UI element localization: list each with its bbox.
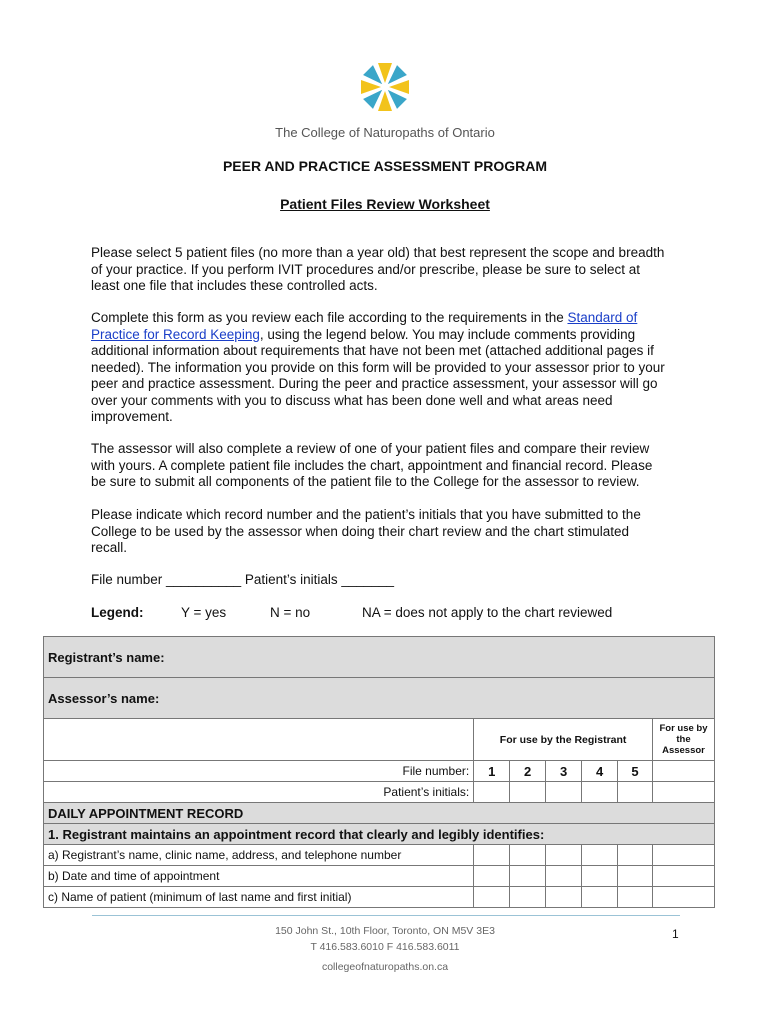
assessment-form-table <box>43 636 715 908</box>
initials-label: Patient’s initials: <box>44 782 474 803</box>
file-number-5: 5 <box>618 761 653 782</box>
footer-address: 150 John St., 10th Floor, Toronto, ON M5V 3E3 <box>275 925 495 937</box>
footer-phone: T 416.583.6010 F 416.583.6011 <box>310 941 460 953</box>
file-number-4: 4 <box>582 761 618 782</box>
initials-cell[interactable] <box>582 782 618 803</box>
answer-cell[interactable] <box>474 845 510 866</box>
answer-cell[interactable] <box>510 845 546 866</box>
initials-cell[interactable] <box>652 782 714 803</box>
college-logo <box>345 52 425 122</box>
registrant-use-header: For use by the Registrant <box>474 719 653 761</box>
answer-cell[interactable] <box>546 887 582 908</box>
answer-cell[interactable] <box>510 887 546 908</box>
legend-na: NA = does not apply to the chart reviewed <box>362 605 613 620</box>
item-label: b) Date and time of appointment <box>44 866 474 887</box>
assessor-file-cell[interactable] <box>652 761 714 782</box>
standard-of-practice-link[interactable]: Standard of Practice for Record Keeping <box>91 310 638 342</box>
assessor-name-row <box>44 678 715 719</box>
registrant-name-label[interactable]: Registrant’s name: <box>44 637 715 678</box>
file-number-line: File number __________ Patient’s initials _______ <box>91 572 394 587</box>
answer-cell[interactable] <box>582 887 618 908</box>
legend-no: N = no <box>270 605 311 620</box>
answer-cell[interactable] <box>652 866 714 887</box>
assessor-paragraph: The assessor will also complete a review of one of your patient files and compare their review with yours. A complete patient file includes the chart, appointment and financial record. Please be sure to submit all components of the patient file to the College for the assessor to review. <box>91 441 653 489</box>
section-title: DAILY APPOINTMENT RECORD <box>44 803 715 824</box>
file-number-label: File number: <box>44 761 474 782</box>
record-number-paragraph: Please indicate which record number and the patient’s initials that you have submitted to the College to be used by the assessor when doing their chart review and the chart stimulated recall. <box>91 507 641 555</box>
footer-website[interactable]: collegeofnaturopaths.on.ca <box>321 961 449 973</box>
item-row <box>44 866 715 887</box>
answer-cell[interactable] <box>510 866 546 887</box>
legend-label: Legend: <box>91 605 144 620</box>
intro-paragraph: Please select 5 patient files (no more than a year old) that best represent the scope and breadth of your practice. If you perform IVIT procedures and/or prescribe, please be sure to select at least one file that includes these controlled acts. <box>91 245 665 293</box>
instructions-paragraph <box>91 310 666 426</box>
item-label: a) Registrant’s name, clinic name, address, and telephone number <box>44 845 474 866</box>
instructions-text-end: , using the legend below. You may include comments providing additional information about requirements that have not been met (attached additional pages if needed). The information you provide on this form will be provided to your assessor prior to your peer and practice assessment. During the peer and practice assessment, your assessor will go over your comments with you to discuss what has been done well and what areas need improvement. <box>91 326 665 424</box>
initials-cell[interactable] <box>474 782 510 803</box>
initials-cell[interactable] <box>510 782 546 803</box>
answer-cell[interactable] <box>618 866 653 887</box>
subsection-row <box>44 824 715 845</box>
file-number-2: 2 <box>510 761 546 782</box>
item-label: c) Name of patient (minimum of last name and first initial) <box>44 887 474 908</box>
blank-header-cell <box>44 719 474 761</box>
answer-cell[interactable] <box>582 866 618 887</box>
assessor-use-header: For use by the Assessor <box>652 719 714 761</box>
file-number-row <box>44 761 715 782</box>
subsection-title: 1. Registrant maintains an appointment record that clearly and legibly identifies: <box>44 824 715 845</box>
page-number: 1 <box>672 927 679 941</box>
section-row <box>44 803 715 824</box>
registrant-name-row <box>44 637 715 678</box>
item-row <box>44 845 715 866</box>
answer-cell[interactable] <box>582 845 618 866</box>
answer-cell[interactable] <box>652 887 714 908</box>
answer-cell[interactable] <box>618 887 653 908</box>
instructions-text-start: Complete this form as you review each file according to the requirements in the <box>91 310 568 325</box>
initials-cell[interactable] <box>546 782 582 803</box>
legend-yes: Y = yes <box>181 605 227 620</box>
answer-cell[interactable] <box>474 866 510 887</box>
footer-divider <box>92 915 680 916</box>
initials-cell[interactable] <box>618 782 653 803</box>
answer-cell[interactable] <box>618 845 653 866</box>
item-row <box>44 887 715 908</box>
assessor-name-label[interactable]: Assessor’s name: <box>44 678 715 719</box>
answer-cell[interactable] <box>652 845 714 866</box>
worksheet-title: Patient Files Review Worksheet <box>280 196 490 212</box>
org-name: The College of Naturopaths of Ontario <box>275 125 495 140</box>
program-title: PEER AND PRACTICE ASSESSMENT PROGRAM <box>222 158 548 174</box>
answer-cell[interactable] <box>474 887 510 908</box>
file-number-3: 3 <box>546 761 582 782</box>
file-number-1: 1 <box>474 761 510 782</box>
answer-cell[interactable] <box>546 845 582 866</box>
use-header-row <box>44 719 715 761</box>
answer-cell[interactable] <box>546 866 582 887</box>
initials-row <box>44 782 715 803</box>
